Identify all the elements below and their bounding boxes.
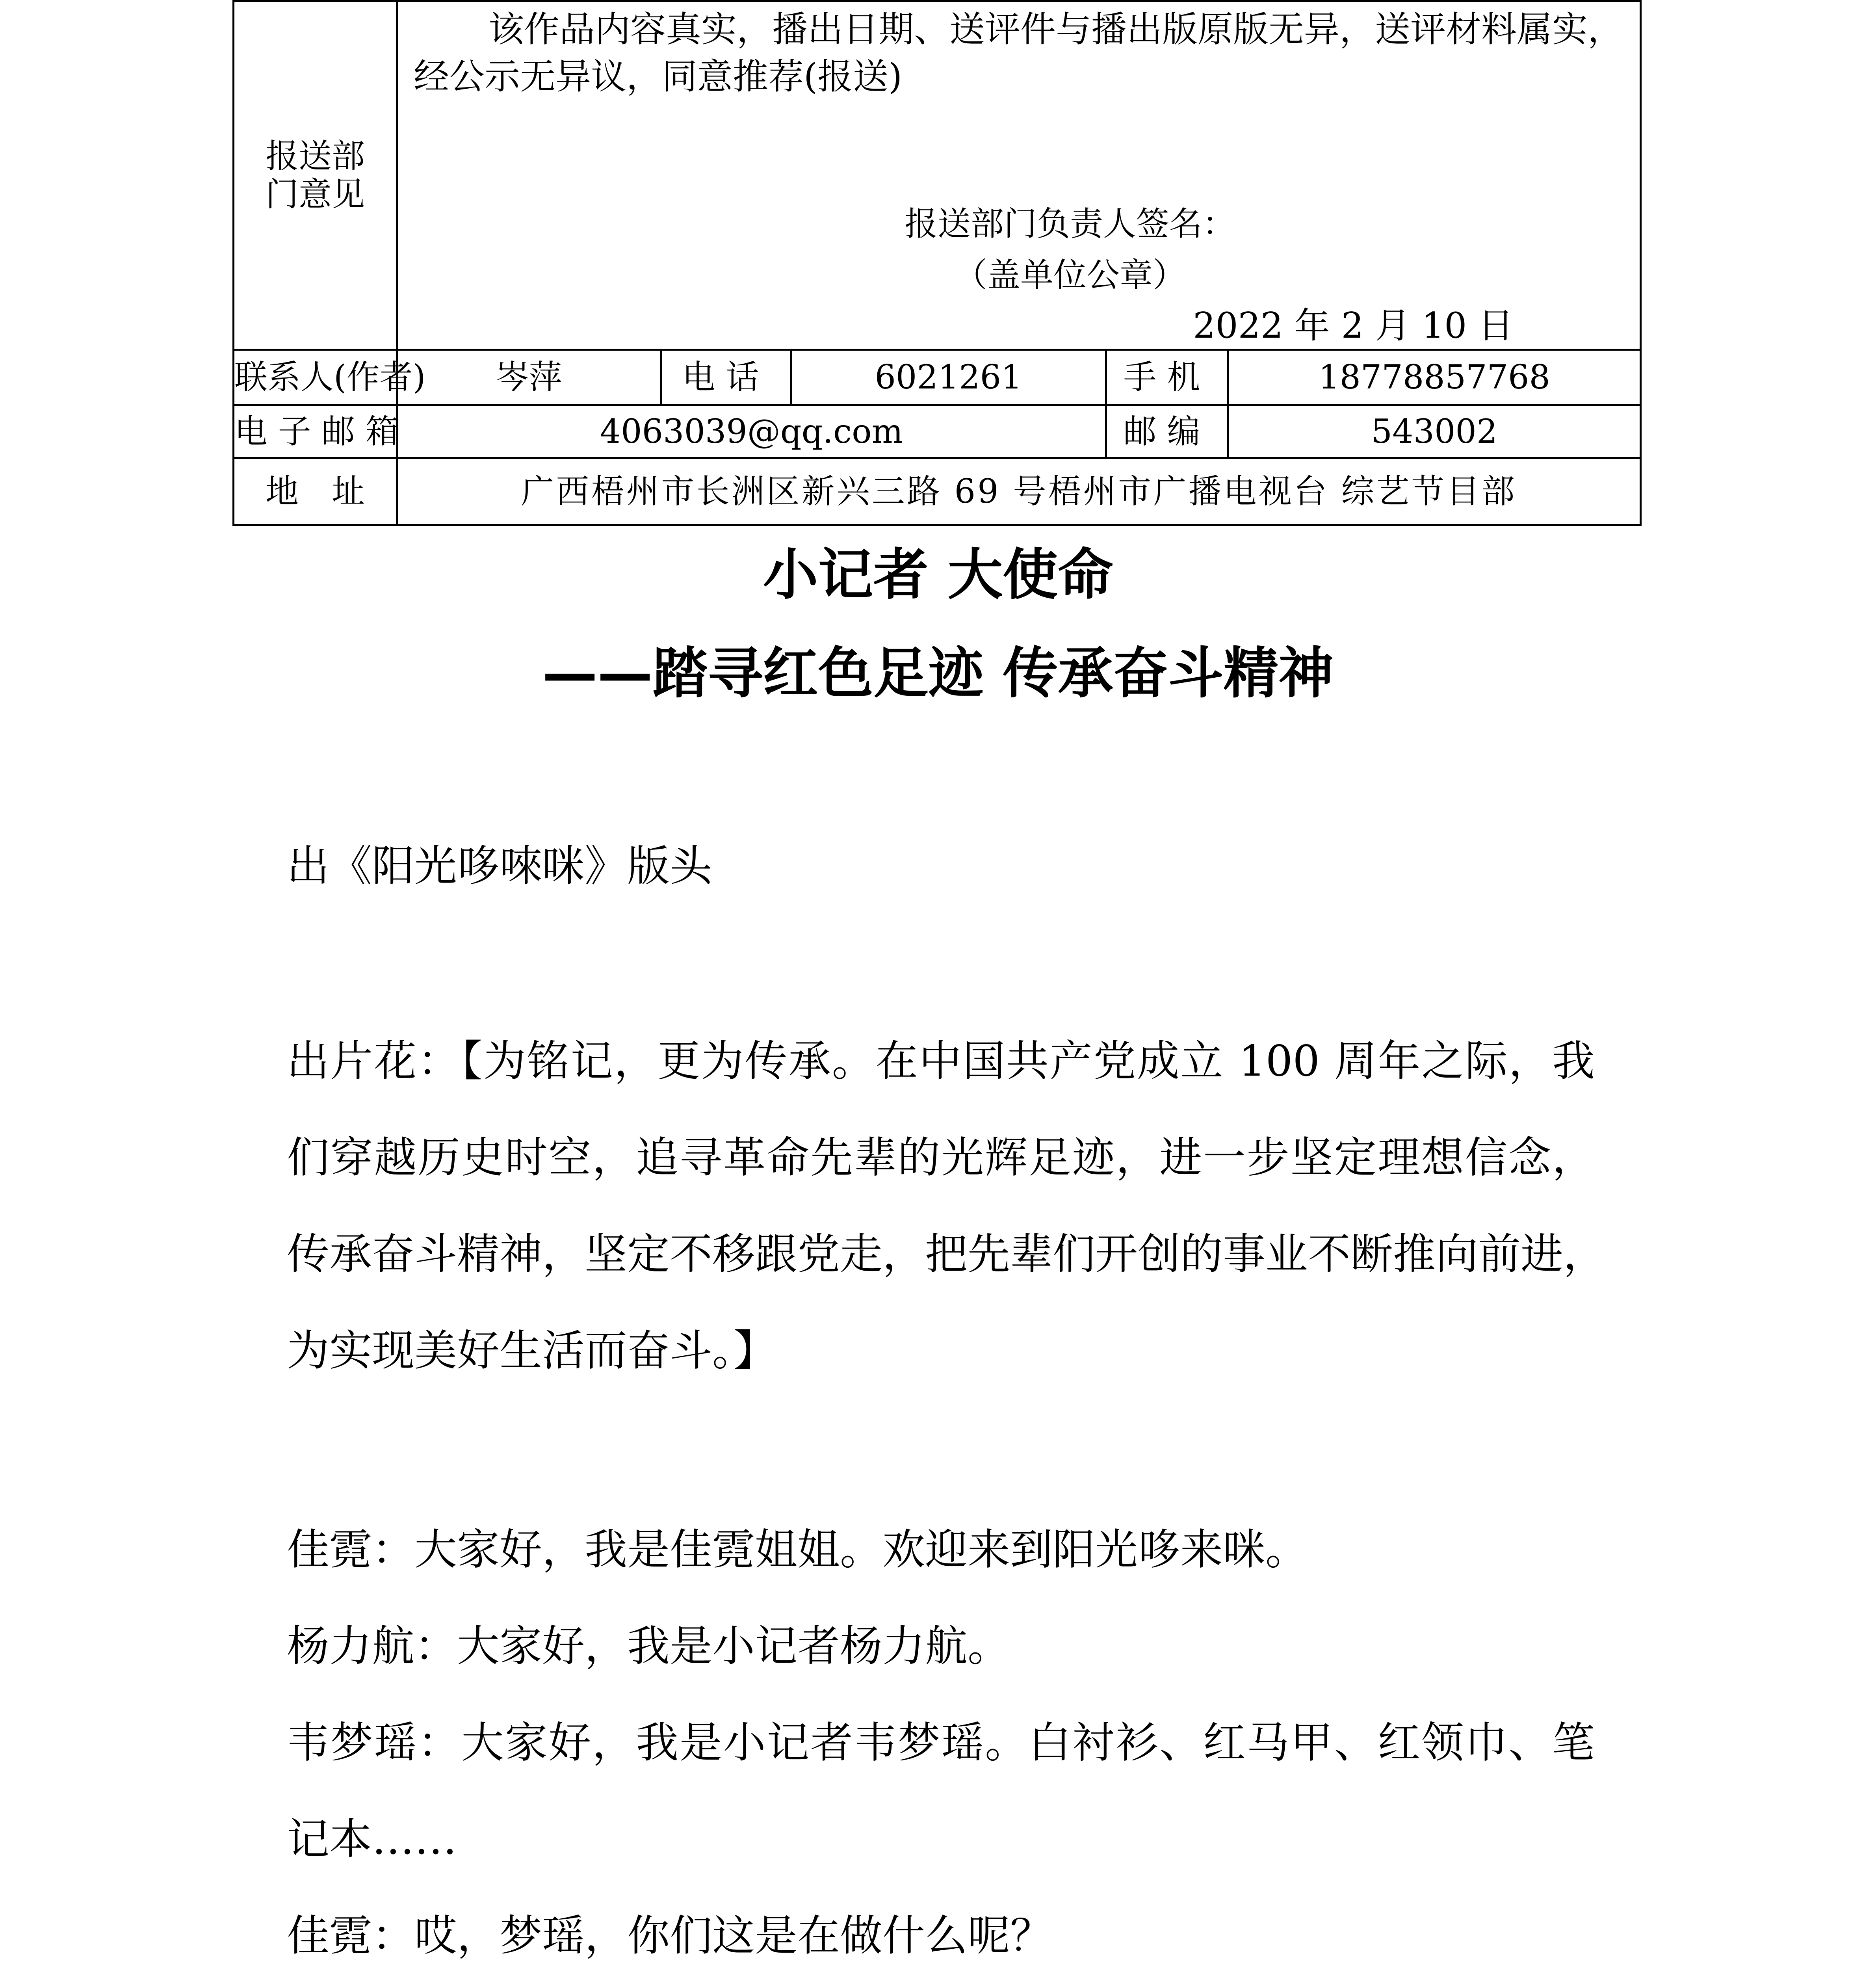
paragraph-line: 出《阳光哆唻咪》版头 (287, 842, 713, 891)
email-value: 4063039@qq.com (397, 405, 1106, 458)
dept-opinion-label-text: 报送部 门意见 (265, 137, 365, 214)
contact-row (234, 350, 1641, 405)
paragraph-line: 传承奋斗精神，坚定不移跟党走，把先辈们开创的事业不断推向前进， (287, 1230, 1606, 1279)
paragraph-line: 出片花：【为铭记，更为传承。在中国共产党成立 100 周年之际，我 (287, 1037, 1595, 1086)
phone-label: 电话 (661, 350, 791, 405)
mobile-value: 18778857768 (1228, 350, 1641, 405)
contact-label: 联系人(作者) (234, 350, 397, 405)
signature-label: 报送部门负责人签名： (904, 204, 1235, 243)
article-title: 小记者 大使命 (763, 543, 1113, 607)
date-label: 2022 年 2 月 10 日 (1193, 305, 1514, 346)
contact-value: 岑萍 (397, 350, 661, 405)
article-subtitle: ——踏寻红色足迹 传承奋斗精神 (542, 641, 1334, 706)
submission-form-table (232, 0, 1642, 526)
dept-opinion-row (234, 1, 1641, 350)
postcode-value: 543002 (1228, 405, 1641, 458)
email-label: 电子邮箱 (234, 405, 397, 458)
paragraph-line: 为实现美好生活而奋斗。】 (287, 1326, 776, 1375)
dialogue-line: 佳霓：哎，梦瑶，你们这是在做什么呢？ (287, 1911, 1053, 1961)
dept-opinion-text: 该作品内容真实，播出日期、送评件与播出版原版无异，送评材料属实，经公示无异议，同意推荐(报送) (414, 9, 1623, 97)
phone-value: 6021261 (791, 350, 1106, 405)
dialogue-line: 杨力航：大家好，我是小记者杨力航。 (287, 1622, 1010, 1671)
dialogue-line: 记本…… (287, 1815, 457, 1864)
seal-label: （盖单位公章） (954, 256, 1186, 294)
address-label: 地 址 (234, 458, 397, 525)
mobile-label: 手机 (1106, 350, 1228, 405)
dialogue-line: 佳霓：大家好，我是佳霓姐姐。欢迎来到阳光哆来咪。 (287, 1525, 1308, 1574)
dept-opinion-cell (397, 1, 1641, 350)
address-row (234, 458, 1641, 525)
dept-opinion-label (234, 1, 397, 350)
postcode-label: 邮编 (1106, 405, 1228, 458)
paragraph-line: 们穿越历史时空，追寻革命先辈的光辉足迹，进一步坚定理想信念， (287, 1133, 1595, 1182)
address-value: 广西梧州市长洲区新兴三路 69 号梧州市广播电视台 综艺节目部 (397, 458, 1641, 525)
dialogue-line: 韦梦瑶：大家好，我是小记者韦梦瑶。白衬衫、红马甲、红领巾、笔 (287, 1718, 1595, 1767)
email-row (234, 405, 1641, 458)
